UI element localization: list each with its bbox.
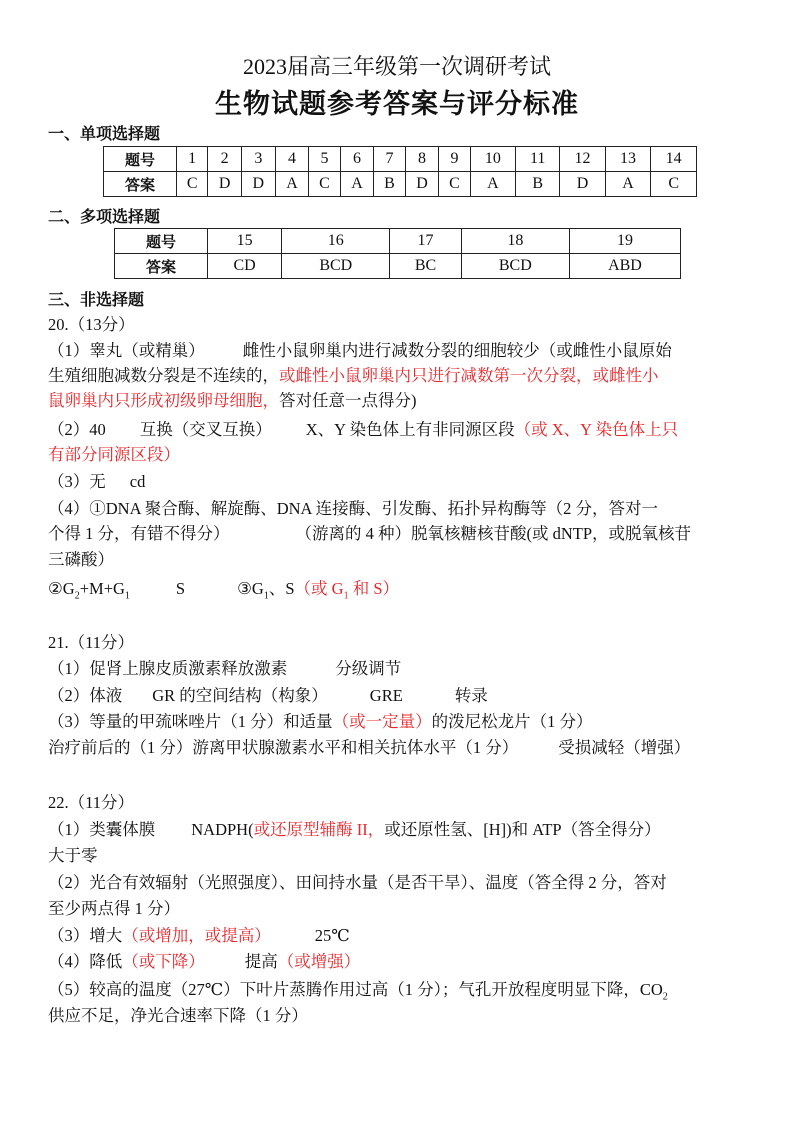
- cell: 8: [405, 147, 439, 172]
- q20-line: [48, 578, 399, 607]
- cell: CD: [208, 254, 282, 279]
- text: GRE: [369, 686, 403, 705]
- cell: 14: [651, 147, 697, 172]
- row-label: 答案: [104, 172, 177, 197]
- cell: 9: [439, 147, 470, 172]
- text: 治疗前后的（1 分）游离甲状腺激素水平和相关抗体水平（1 分）: [48, 738, 519, 757]
- text: 或还原性氢、[H])和 ATP（答全得分）: [384, 820, 661, 839]
- q20-line: 三磷酸）: [48, 550, 114, 569]
- q21-title: 21.（11分）: [48, 633, 135, 652]
- cell: 7: [374, 147, 405, 172]
- cell: A: [605, 172, 651, 197]
- cell: 1: [177, 147, 208, 172]
- cell: 10: [470, 147, 516, 172]
- alt-answer: 或雌性小鼠卵巢内只进行减数第一次分裂，或雌性小: [279, 366, 659, 385]
- q22-line: 至少两点得 1 分）: [48, 899, 180, 918]
- cell: A: [340, 172, 374, 197]
- text: （3）无: [48, 472, 106, 491]
- text: （1）类囊体膜: [48, 820, 156, 839]
- q21-line: [48, 658, 401, 680]
- title: 2023届高三年级第一次调研考试: [242, 54, 551, 79]
- cell: BCD: [461, 254, 569, 279]
- text: 雌性小鼠卵巢内进行减数分裂的细胞较少（或雌性小鼠原始: [242, 341, 672, 360]
- q22-line: [48, 951, 360, 973]
- text: 受损减轻（增强）: [558, 738, 691, 757]
- cell: D: [405, 172, 439, 197]
- cell: C: [651, 172, 697, 197]
- single-choice-table: [103, 146, 697, 197]
- q20-line: [48, 365, 659, 387]
- alt-answer: 有部分同源区段）: [48, 445, 180, 464]
- text: 互换（交叉互换）: [139, 420, 272, 439]
- cell: BCD: [282, 254, 390, 279]
- section3-heading: 三、非选择题: [48, 290, 145, 309]
- text: 、S: [268, 579, 295, 598]
- text: 转录: [454, 686, 488, 705]
- subscript: 1: [343, 590, 349, 602]
- cell: 15: [208, 229, 282, 254]
- text: （1）促肾上腺皮质激素释放激素: [48, 659, 288, 678]
- text: X、Y 染色体上有非同源区段: [305, 420, 515, 439]
- cell: C: [309, 172, 340, 197]
- row-label: 题号: [115, 229, 208, 254]
- text: （5）较高的温度（27℃）下叶片蒸腾作用过高（1 分）；气孔开放程度明显下降，CO: [48, 980, 663, 999]
- alt-answer: （或增强）: [277, 952, 361, 971]
- text: S: [175, 579, 186, 598]
- text: cd: [129, 472, 146, 491]
- alt-answer: （或 X、Y 染色体上只: [514, 420, 679, 439]
- text: GR 的空间结构（构象）: [152, 686, 328, 705]
- q21-line: [48, 737, 690, 759]
- subscript: 2: [74, 590, 80, 602]
- text: 25℃: [314, 926, 350, 945]
- cell: 4: [275, 147, 309, 172]
- subscript: 1: [263, 590, 269, 602]
- q22-line: [48, 925, 350, 947]
- q21-line: [48, 711, 593, 733]
- question-row: [115, 229, 681, 254]
- answer-row: [104, 172, 697, 197]
- subscript: 2: [662, 991, 668, 1003]
- section2-heading: 二、多项选择题: [48, 207, 161, 226]
- subscript: 1: [124, 590, 130, 602]
- text: NADPH(: [191, 820, 254, 839]
- multiple-choice-table: [114, 228, 681, 279]
- text: （1）睾丸（或精巢）: [48, 341, 205, 360]
- q22-line: [48, 979, 668, 1008]
- cell: A: [275, 172, 309, 197]
- cell: ABD: [569, 254, 680, 279]
- alt-answer: 或还原型辅酶 II，: [253, 820, 385, 839]
- cell: 12: [560, 147, 606, 172]
- alt-answer: （或下降）: [122, 952, 205, 971]
- q20-line: [48, 523, 691, 545]
- cell: 19: [569, 229, 680, 254]
- q20-line: [48, 340, 672, 362]
- cell: 18: [461, 229, 569, 254]
- cell: C: [177, 172, 208, 197]
- q20-line: [48, 471, 145, 493]
- alt-answer: （或增加，或提高）: [122, 926, 271, 945]
- cell: D: [208, 172, 242, 197]
- cell: 5: [309, 147, 340, 172]
- cell: 17: [390, 229, 461, 254]
- cell: 6: [340, 147, 374, 172]
- q20-line: [48, 419, 678, 441]
- cell: 2: [208, 147, 242, 172]
- cell: B: [516, 172, 560, 197]
- row-label: 题号: [104, 147, 177, 172]
- alt-answer: 鼠卵巢内只形成初级卵母细胞，: [48, 391, 279, 410]
- row-label: 答案: [115, 254, 208, 279]
- text: 分级调节: [335, 659, 402, 678]
- text: （游离的 4 种）脱氧核糖核苷酸(或 dNTP，或脱氧核苷: [295, 524, 692, 543]
- text: +M+G: [79, 579, 125, 598]
- cell: BC: [390, 254, 461, 279]
- q20-line: [48, 390, 417, 412]
- text: （2）体液: [48, 686, 123, 705]
- q22-title: 22.（11分）: [48, 793, 135, 812]
- cell: D: [241, 172, 275, 197]
- text: 生殖细胞减数分裂是不连续的，: [48, 366, 279, 385]
- q22-line: 供应不足，净光合速率下降（1 分）: [48, 1006, 308, 1025]
- answer-row: [115, 254, 681, 279]
- text: 个得 1 分，有错不得分）: [48, 524, 230, 543]
- section1-heading: 一、单项选择题: [48, 124, 161, 143]
- text: 和 S）: [348, 579, 399, 598]
- cell: D: [560, 172, 606, 197]
- subtitle: 生物试题参考答案与评分标准: [215, 89, 579, 120]
- q21-line: [48, 685, 488, 707]
- cell: C: [439, 172, 470, 197]
- q20-title: 20.（13分）: [48, 315, 135, 334]
- cell: 13: [605, 147, 651, 172]
- alt-answer: [294, 579, 399, 602]
- q22-line: （2）光合有效辐射（光照强度）、田间持水量（是否干旱）、温度（答全得 2 分，答对: [48, 873, 667, 892]
- alt-answer: （或一定量）: [332, 712, 432, 731]
- text: ③G: [237, 579, 264, 598]
- question-row: [104, 147, 697, 172]
- cell: 3: [241, 147, 275, 172]
- text: （2）40: [48, 420, 106, 439]
- cell: 11: [516, 147, 560, 172]
- text: （3）等量的甲巯咪唑片（1 分）和适量: [48, 712, 333, 731]
- cell: A: [470, 172, 516, 197]
- text: 提高: [244, 952, 278, 971]
- text: （3）增大: [48, 926, 123, 945]
- cell: 16: [282, 229, 390, 254]
- text: （或 G: [294, 579, 344, 598]
- q20-line: （4）①DNA 聚合酶、解旋酶、DNA 连接酶、引发酶、拓扑异构酶等（2 分，答对一: [48, 499, 659, 518]
- q22-line: [48, 819, 661, 841]
- text: 的泼尼松龙片（1 分）: [431, 712, 593, 731]
- text: （4）降低: [48, 952, 123, 971]
- cell: B: [374, 172, 405, 197]
- text: 答对任意一点得分): [279, 391, 417, 410]
- q22-line: 大于零: [48, 846, 98, 865]
- text: ②G: [48, 579, 75, 598]
